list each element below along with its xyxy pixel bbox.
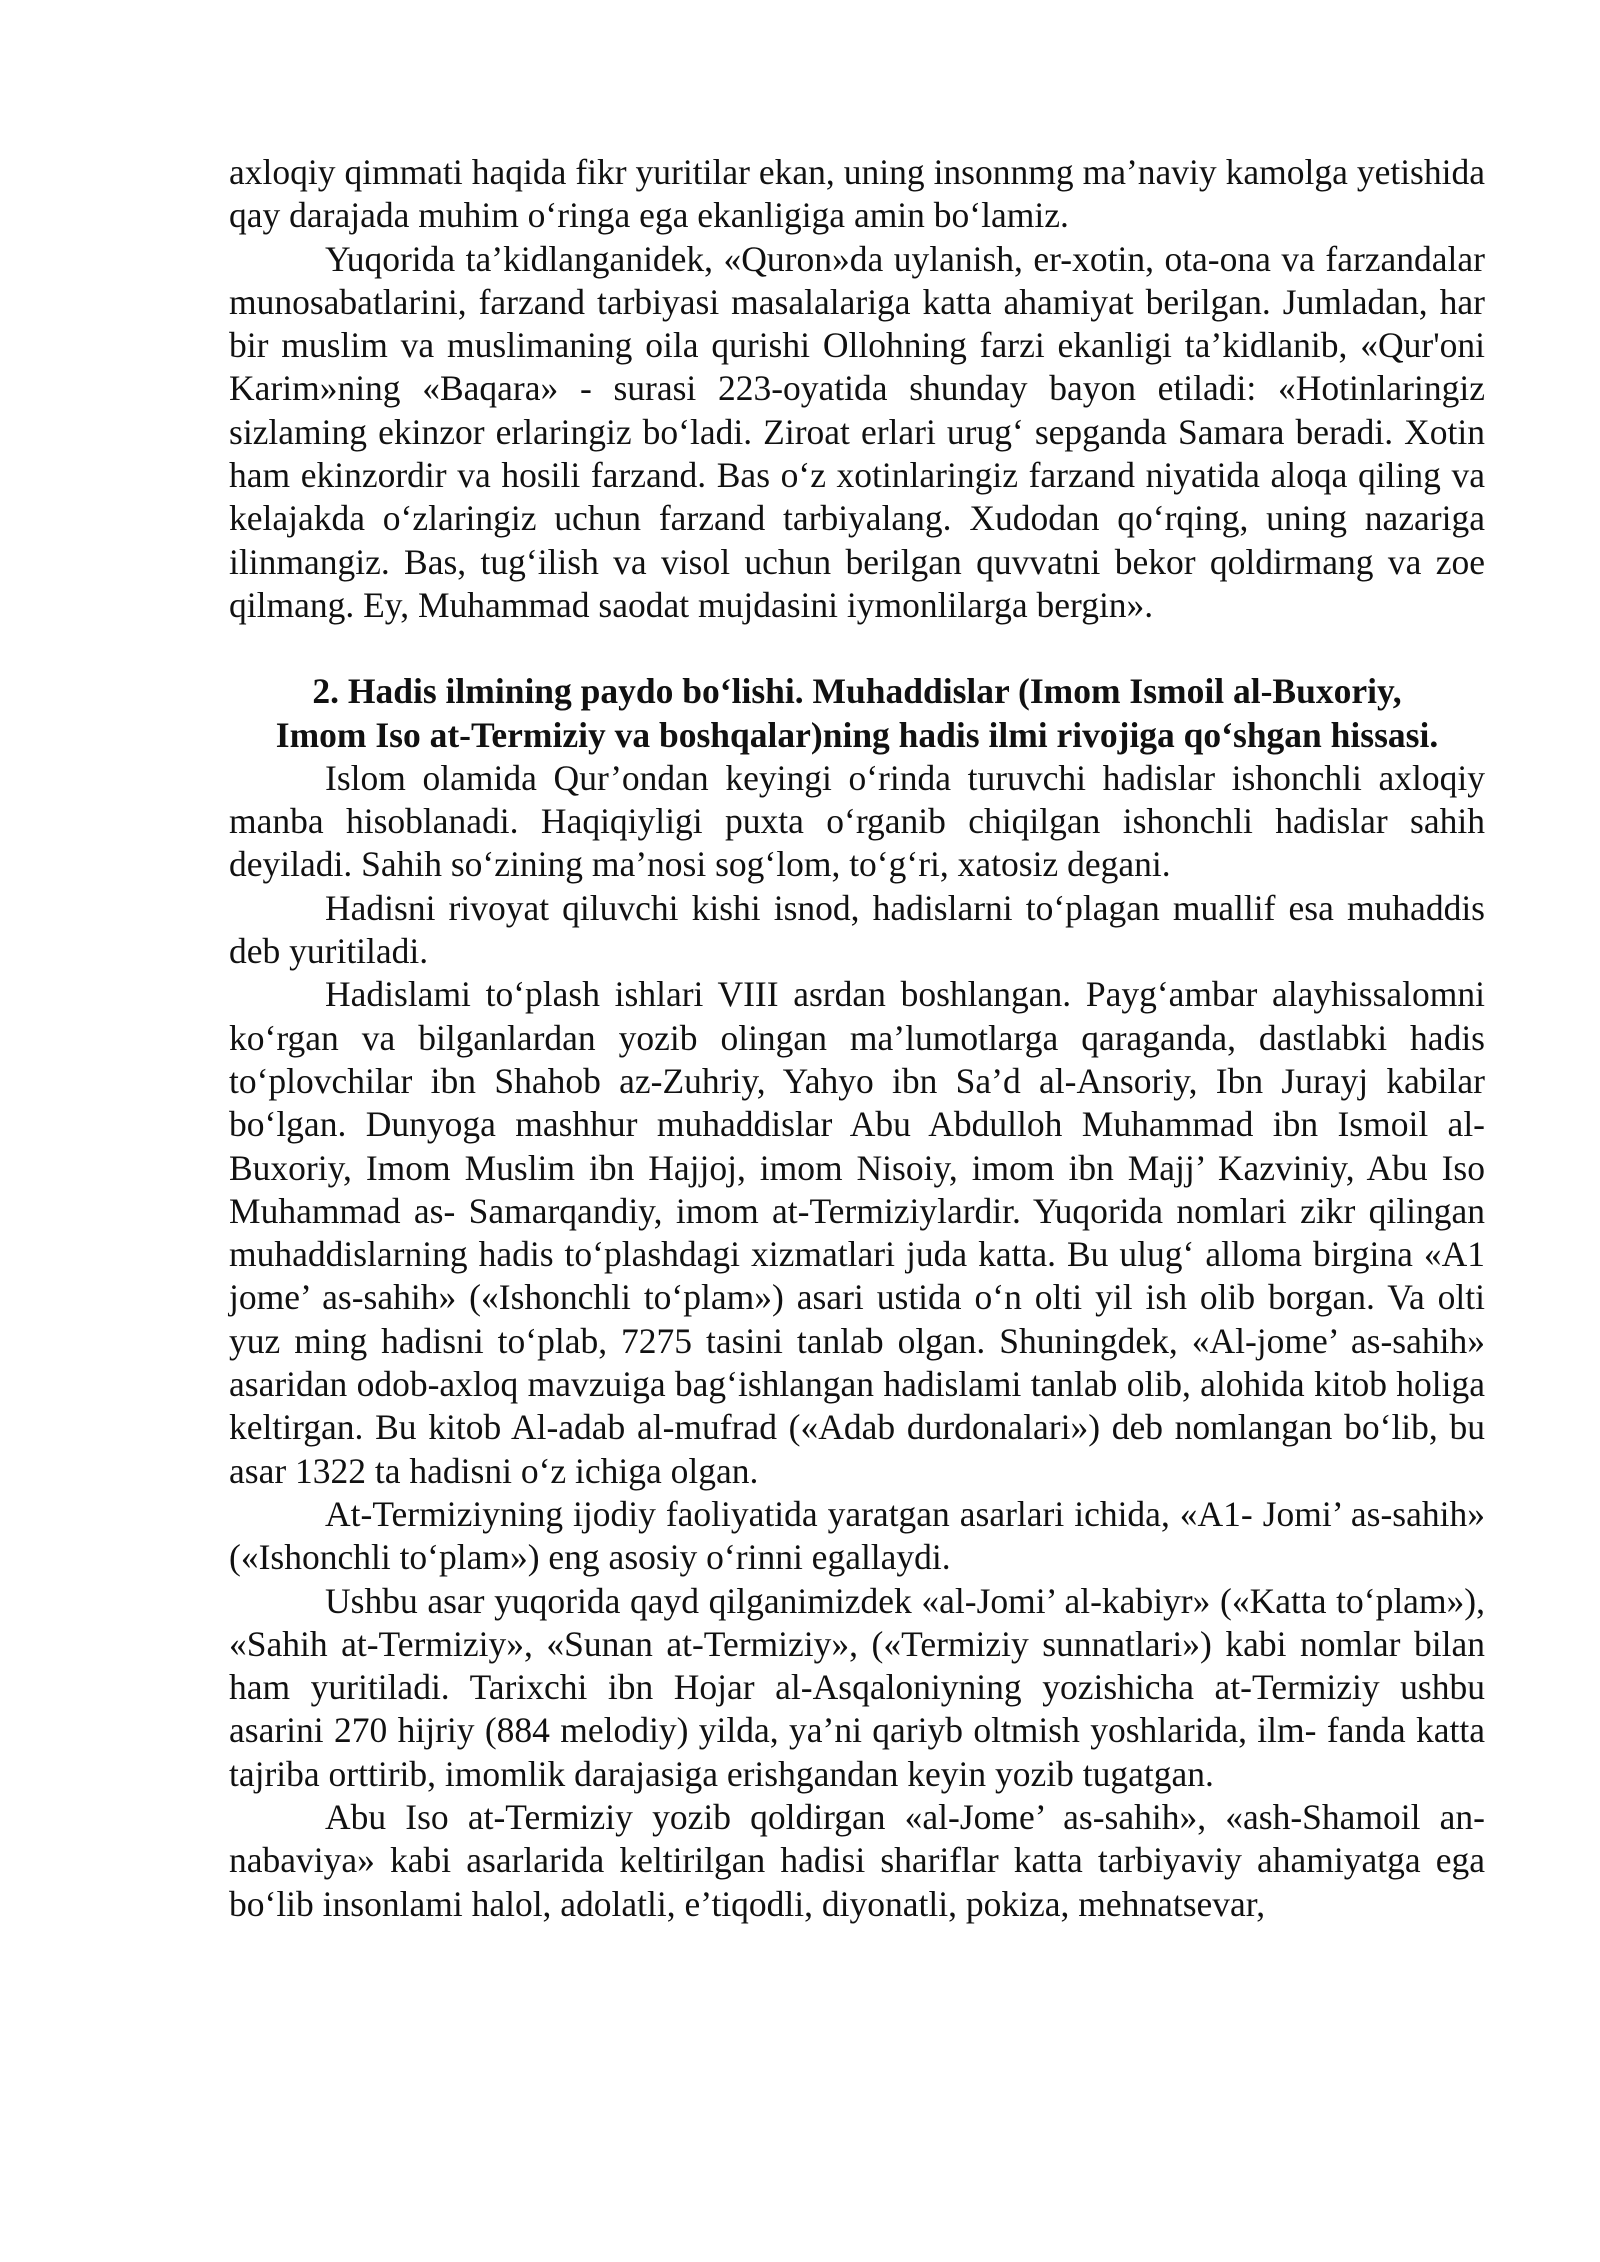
paragraph-hadith-collection: Hadislami to‘plash ishlari VIII asrdan boshlangan. Payg‘ambar alayhissalomni ko‘rgan va bilganlardan yozib olingan ma’lumotlarga qaraganda, dastlabki hadis to‘plovchilar ibn Shahob az-Zuhriy, Yahyo ibn Sa’d al-Ansoriy, Ibn Jurayj kabilar bo‘lgan. Dunyoga mashhur muhaddislar Abu Abdulloh Muhammad ibn Ismoil al-Buxoriy, Imom Muslim ibn Hajjoj, imom Nisoiy, imom ibn Majj’ Kazviniy, Abu Iso Muhammad as- Samarqandiy, imom at-Termiziylardir. Yuqorida nomlari zikr qilingan muhaddislarning hadis to‘plashdagi xizmatlari juda katta. Bu ulug‘ alloma birgina «A1 jome’ as-sahih» («Ishonchli to‘plam») asari ustida o‘n olti yil ish olib borgan. Va olti yuz ming hadisni to‘plab, 7275 tasini tanlab olgan. Shuningdek, «Al-jome’ as-sahih» asaridan odob-axloq mavzuiga bag‘ishlangan hadislami tanlab olib, alohida kitob holiga keltirgan. Bu kitob Al-adab al-mufrad («Adab durdonalari») deb nomlangan bo‘lib, bu asar 1322 ta hadisni o‘z ichiga olgan. [229,974,1485,1491]
paragraph-educational-value: Abu Iso at-Termiziy yozib qoldirgan «al-Jome’ as-sahih», «ash-Shamoil an-nabaviya» kabi asarlarida keltirilgan hadisi shariflar katta tarbiyaviy ahamiyatga ega bo‘lib insonlami halol, adolatli, e’tiqodli, diyonatli, pokiza, mehnatsevar, [229,1796,1485,1924]
section-heading-line-1: 2. Hadis ilmining paydo bo‘lishi. Muhaddislar (Imom Ismoil al-Buxoriy, [312,671,1402,712]
paragraph-quran-family: Yuqorida ta’kidlanganidek, «Quron»da uylanish, er-xotin, ota-ona va farzandalar munosabatlarini, farzand tarbiyasi masalalariga katta ahamiyat berilgan. Jumladan, har bir muslim va muslimaning oila qurishi Ollohning farzi ekanligi ta’kidlanib, «Qur'oni Karim»ning «Baqara» - surasi 223-oyatida shunday bayon etiladi: «Hotinlaringiz sizlaming ekinzor erlaringiz bo‘ladi. Ziroat erlari urug‘ sepganda Samara beradi. Xotin ham ekinzordir va hosili farzand. Bas o‘z xotinlaringiz farzand niyatida aloqa qiling va kelajakda o‘zlaringiz uchun farzand tarbiyalang. Xudodan qo‘rqing, uning nazariga ilinmangiz. Bas, tug‘ilish va visol uchun berilgan quvvatni bekor qoldirmang va zoe qilmang. Ey, Muhammad saodat mujdasini iymonlilarga bergin». [229,238,1485,625]
paragraph-isnod-muhaddis: Hadisni rivoyat qiluvchi kishi isnod, hadislarni to‘plagan muallif esa muhaddis deb yuritiladi. [229,887,1485,972]
section-heading [229,670,1485,757]
document-page [229,151,1485,1926]
paragraph-termiziy-works: At-Termiziyning ijodiy faoliyatida yaratgan asarlari ichida, «A1- Jomi’ as-sahih» («Ishonchli to‘plam») eng asosiy o‘rinni egallaydi. [229,1493,1485,1578]
paragraph-asar-names: Ushbu asar yuqorida qayd qilganimizdek «al-Jomi’ al-kabiyr» («Katta to‘plam»), «Sahih at-Termiziy», «Sunan at-Termiziy», («Termiziy sunnatlari») kabi nomlar bilan ham yuritiladi. Tarixchi ibn Hojar al-Asqaloniyning yozishicha at-Termiziy ushbu asarini 270 hijriy (884 melodiy) yilda, ya’ni qariyb oltmish yoshlarida, ilm- fanda katta tajriba orttirib, imomlik darajasiga erishgandan keyin yozib tugatgan. [229,1580,1485,1794]
paragraph-continuation: axloqiy qimmati haqida fikr yuritilar ekan, uning insonnmg ma’naviy kamolga yetishida qay darajada muhim o‘ringa ega ekanligiga amin bo‘lamiz. [229,152,1485,236]
paragraph-hadith-source: Islom olamida Qur’ondan keyingi o‘rinda turuvchi hadislar ishonchli axloqiy manba hisoblanadi. Haqiqiyligi puxta o‘rganib chiqilgan ishonchli hadislar sahih deyiladi. Sahih so‘zining ma’nosi sog‘lom, to‘g‘ri, xatosiz degani. [229,757,1485,885]
section-heading-line-2: Imom Iso at-Termiziy va boshqalar)ning hadis ilmi rivojiga qo‘shgan hissasi. [275,714,1439,755]
